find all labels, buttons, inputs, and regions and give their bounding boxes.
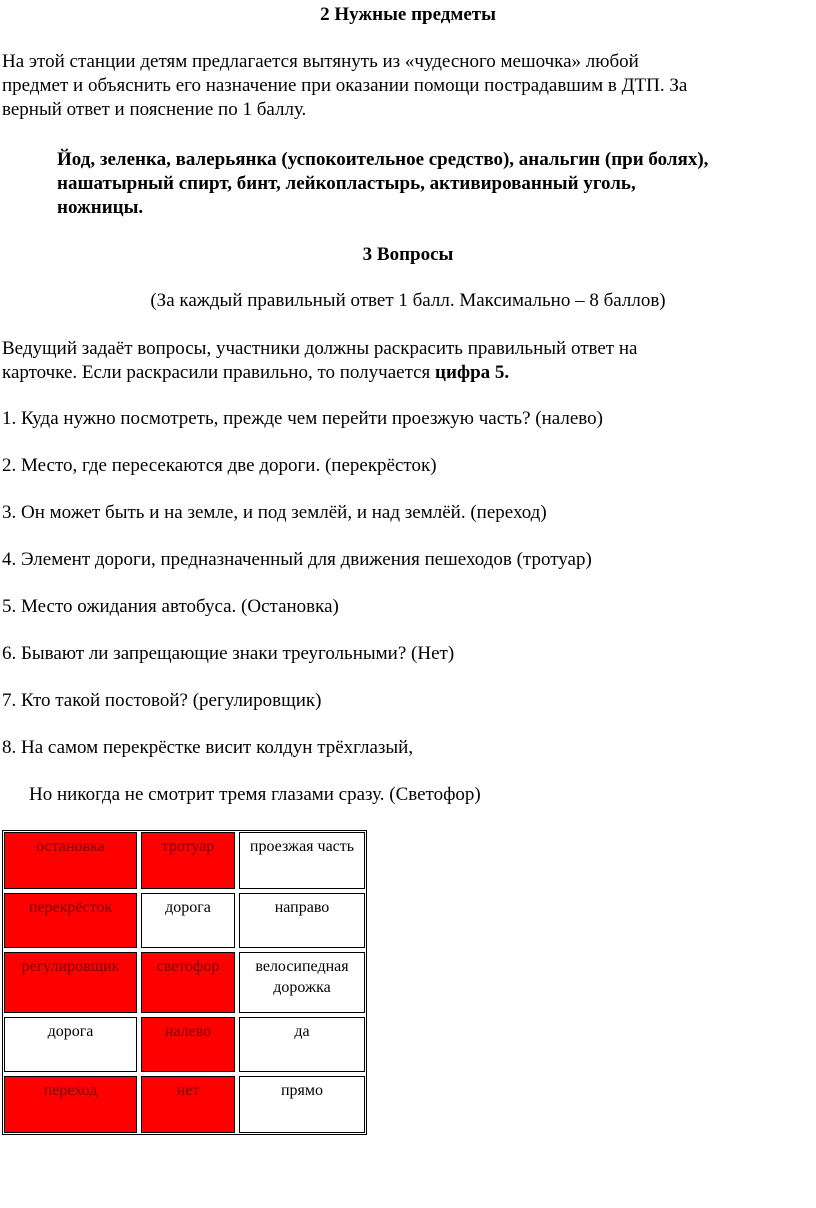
instructions xyxy=(2,337,802,385)
intro-line: верный ответ и пояснение по 1 баллу. xyxy=(2,99,307,120)
section3-heading: 3 Вопросы xyxy=(362,244,454,265)
question-4: 4. Элемент дороги, предназначенный для движения пешеходов (тротуар) xyxy=(2,549,592,570)
section2-items xyxy=(57,148,812,220)
question-8-continued: Но никогда не смотрит тремя глазами сразу. (Светофор) xyxy=(29,784,481,805)
grid-cell[interactable]: дорога xyxy=(141,893,235,948)
grid-cell[interactable]: перекрёсток xyxy=(4,893,137,948)
instructions-line xyxy=(2,361,802,385)
question-6: 6. Бывают ли запрещающие знаки треугольными? (Нет) xyxy=(2,643,455,664)
instructions-text: карточке. Если раскрасили правильно, то получается xyxy=(2,362,436,383)
grid-cell[interactable]: регулировщик xyxy=(4,952,137,1013)
items-line: ножницы. xyxy=(57,197,144,218)
section2-heading: 2 Нужные предметы xyxy=(320,4,496,25)
grid-cell[interactable]: да xyxy=(239,1017,365,1072)
grid-cell[interactable]: велосипедная дорожка xyxy=(239,952,365,1013)
scoring-note: (За каждый правильный ответ 1 балл. Максимально – 8 баллов) xyxy=(150,290,666,311)
question-1: 1. Куда нужно посмотреть, прежде чем перейти проезжую часть? (налево) xyxy=(2,408,603,429)
grid-cell[interactable]: нет xyxy=(141,1076,235,1133)
question-7: 7. Кто такой постовой? (регулировщик) xyxy=(2,690,322,711)
instructions-line: Ведущий задаёт вопросы, участники должны раскрасить правильный ответ на xyxy=(2,338,638,359)
grid-cell[interactable]: светофор xyxy=(141,952,235,1013)
grid-cell[interactable]: остановка xyxy=(4,832,137,889)
items-line: нашатырный спирт, бинт, лейкопластырь, активированный уголь, xyxy=(57,173,636,194)
intro-line: На этой станции детям предлагается вытянуть из «чудесного мешочка» любой xyxy=(2,51,639,72)
section2-intro xyxy=(2,50,802,122)
grid-cell[interactable]: налево xyxy=(141,1017,235,1072)
question-5: 5. Место ожидания автобуса. (Остановка) xyxy=(2,596,339,617)
grid-cell[interactable]: тротуар xyxy=(141,832,235,889)
question-2: 2. Место, где пересекаются две дороги. (перекрёсток) xyxy=(2,455,437,476)
items-line: Йод, зеленка, валерьянка (успокоительное средство), анальгин (при болях), xyxy=(57,149,709,170)
grid-cell[interactable]: проезжая часть xyxy=(239,832,365,889)
question-8: 8. На самом перекрёстке висит колдун трёхглазый, xyxy=(2,737,414,758)
grid-cell[interactable]: направо xyxy=(239,893,365,948)
question-3: 3. Он может быть и на земле, и под землёй, и над землёй. (переход) xyxy=(2,502,547,523)
grid-cell[interactable]: прямо xyxy=(239,1076,365,1133)
instructions-result: цифра 5. xyxy=(435,362,510,383)
grid-cell[interactable]: дорога xyxy=(4,1017,137,1072)
grid-cell[interactable]: переход xyxy=(4,1076,137,1133)
intro-line: предмет и объяснить его назначение при оказании помощи пострадавшим в ДТП. За xyxy=(2,75,688,96)
